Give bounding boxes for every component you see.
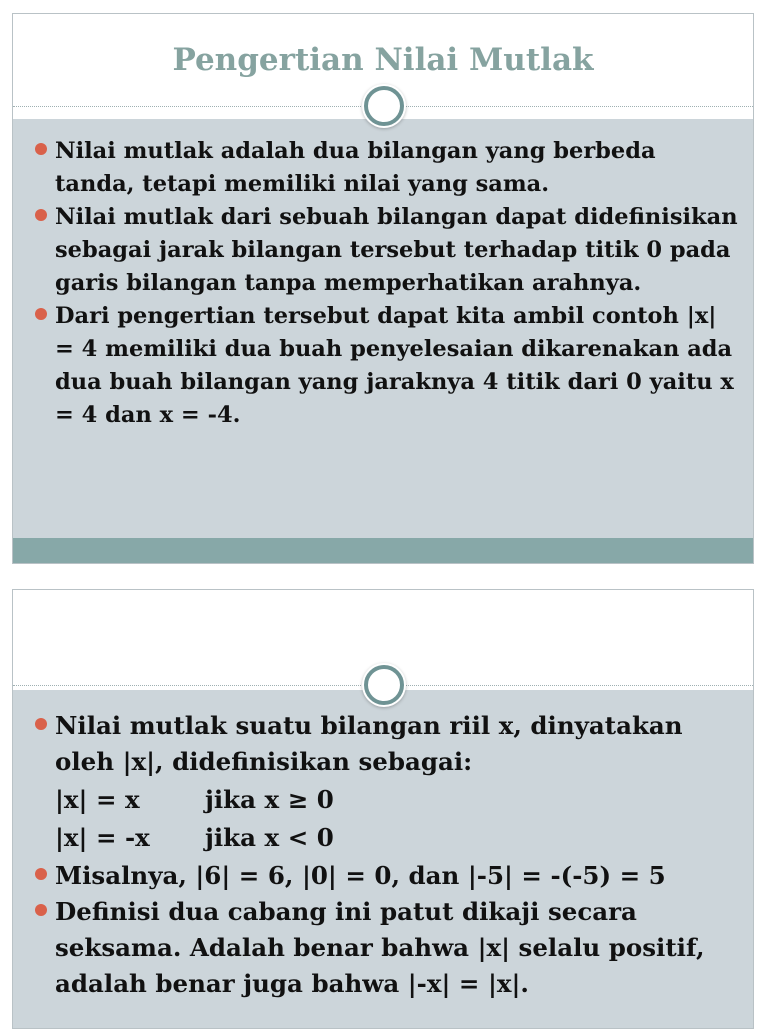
ring-ornament-icon: [364, 665, 404, 705]
list-item: [35, 300, 739, 432]
list-item: [35, 201, 739, 300]
bullet-dot-icon: [35, 209, 47, 221]
definition-expression: |x| = x: [55, 785, 140, 814]
bullet-dot-icon: [35, 143, 47, 155]
list-item: [35, 858, 739, 894]
ring-ornament-icon: [364, 86, 404, 126]
slide-1-bullet-list: [35, 135, 739, 432]
definition-expression: |x| = -x: [55, 823, 150, 852]
definition-condition: jika x < 0: [205, 823, 334, 852]
bullet-dot-icon: [35, 308, 47, 320]
definition-condition: jika x ≥ 0: [205, 785, 334, 814]
slide-2-bullet-list: [35, 708, 739, 1002]
definition-line: [55, 782, 739, 818]
slide-1-footer-bar: [13, 538, 753, 563]
bullet-dot-icon: [35, 904, 47, 916]
definition-line: [55, 820, 739, 856]
list-item: [35, 708, 739, 856]
bullet-text: Misalnya, |6| = 6, |0| = 0, dan |-5| = -(-5) = 5: [55, 861, 666, 890]
slide-2: [12, 589, 754, 1029]
bullet-text: Nilai mutlak adalah dua bilangan yang berbeda tanda, tetapi memiliki nilai yang sama.: [55, 138, 656, 197]
bullet-dot-icon: [35, 868, 47, 880]
bullet-text: Dari pengertian tersebut dapat kita ambil contoh |x| = 4 memiliki dua buah penyelesaian dikarenakan ada dua buah bilangan yang jaraknya 4 titik dari 0 yaitu x = 4 dan x = -4.: [55, 303, 734, 428]
bullet-text: Definisi dua cabang ini patut dikaji secara seksama. Adalah benar bahwa |x| selalu positif, adalah benar juga bahwa |-x| = |x|.: [55, 897, 705, 998]
list-item: [35, 135, 739, 201]
list-item: [35, 894, 739, 1002]
bullet-text: Nilai mutlak dari sebuah bilangan dapat didefinisikan sebagai jarak bilangan tersebut terhadap titik 0 pada garis bilangan tanpa memperhatikan arahnya.: [55, 204, 738, 296]
bullet-text: Nilai mutlak suatu bilangan riil x, dinyatakan oleh |x|, didefinisikan sebagai:: [55, 711, 683, 776]
slide-1: [12, 13, 754, 564]
slide-1-title: Pengertian Nilai Mutlak: [172, 42, 594, 78]
bullet-dot-icon: [35, 718, 47, 730]
